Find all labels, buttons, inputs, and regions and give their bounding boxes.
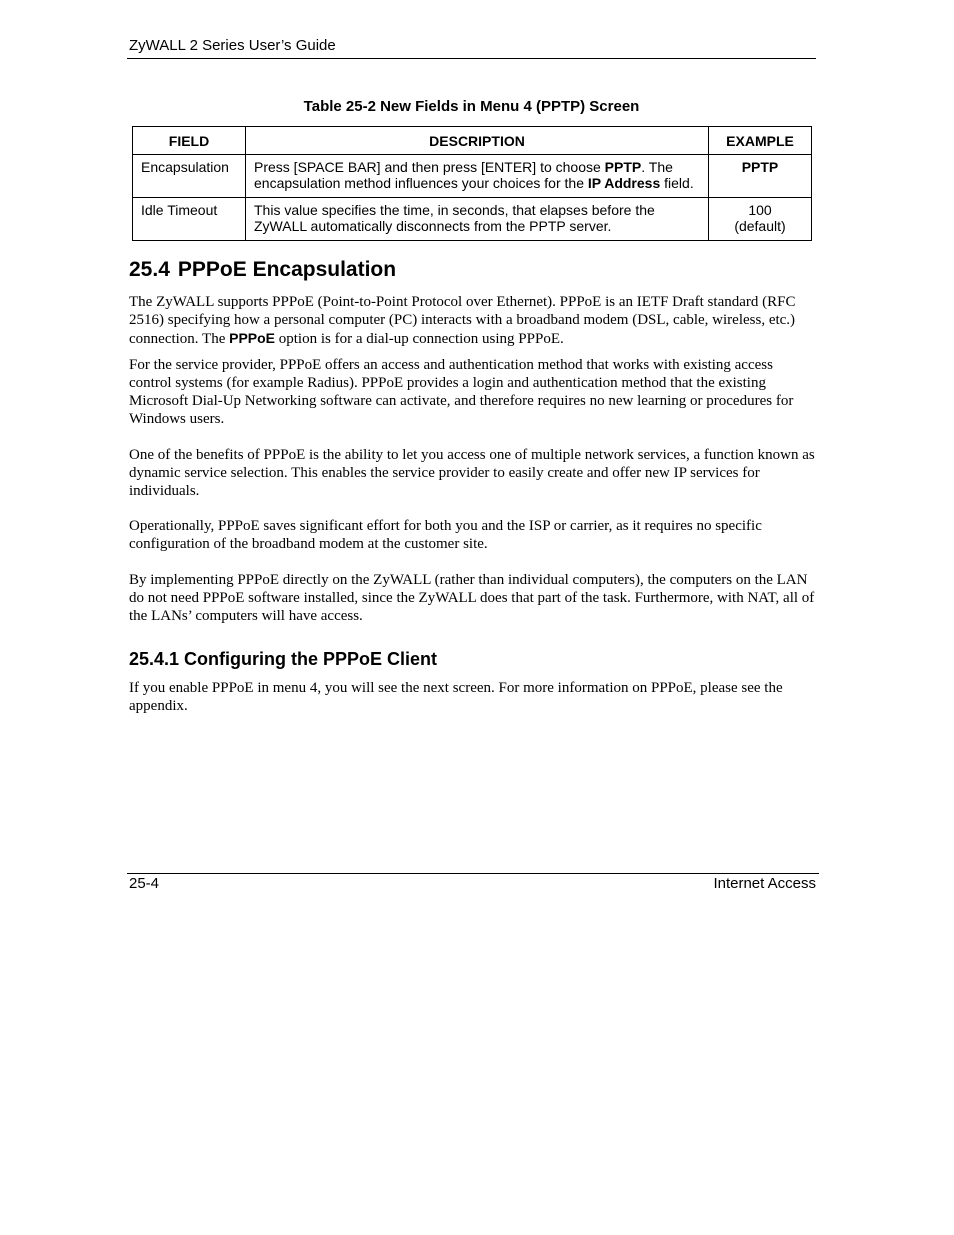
paragraph: Operationally, PPPoE saves significant effort for both you and the ISP or carrier, as it requires no specific configuration of the broadband modem at the customer site. xyxy=(129,518,762,552)
paragraph: For the service provider, PPPoE offers an access and authentication method that works with existing access control systems (for example Radius). PPPoE provides a login and authentication method that the existing Microsoft Dial-Up Networking software can activate, and therefore requires no new learning or procedures for Windows users. xyxy=(129,357,794,427)
column-header-example: EXAMPLE xyxy=(709,127,812,155)
example-cell xyxy=(709,198,812,241)
paragraph: By implementing PPPoE directly on the ZyWALL (rather than individual computers), the computers on the LAN do not need PPPoE software installed, since the ZyWALL does that part of the task. Furthermore, with NAT, all of the LANs’ computers will have access. xyxy=(129,572,815,624)
subsection-heading: 25.4.1 Configuring the PPPoE Client xyxy=(129,649,438,669)
header-rule xyxy=(127,58,816,59)
table-caption: Table 25-2 New Fields in Menu 4 (PPTP) Screen xyxy=(303,98,640,115)
description-cell xyxy=(246,155,709,198)
field-cell: Encapsulation xyxy=(133,155,246,198)
paragraph-text: The ZyWALL supports PPPoE (Point-to-Point Protocol over Ethernet). PPPoE is an IETF Draft standard (RFC 2516) specifying how a personal computer (PC) interacts with a broadband modem (DSL, cable, wireless, etc.) connection. The xyxy=(129,294,796,347)
example-cell: PPTP xyxy=(709,155,812,198)
description-bold-term: IP Address xyxy=(587,175,661,191)
chapter-name: Internet Access xyxy=(713,875,816,892)
description-text: . The encapsulation method influences your choices for the xyxy=(254,159,673,191)
example-note: (default) xyxy=(734,218,786,234)
bold-term: PPPoE xyxy=(229,330,276,346)
description-text: field. xyxy=(660,175,694,191)
description-text: Press [SPACE BAR] and then press [ENTER] to choose xyxy=(254,159,605,175)
paragraph: If you enable PPPoE in menu 4, you will see the next screen. For more information on PPPoE, please see the appendix. xyxy=(129,680,783,714)
table-row xyxy=(133,198,812,241)
description-cell: This value specifies the time, in seconds, that elapses before the ZyWALL automatically disconnects from the PPTP server. xyxy=(246,198,709,241)
running-header: ZyWALL 2 Series User’s Guide xyxy=(129,37,336,54)
paragraph-text: option is for a dial-up connection using PPPoE. xyxy=(275,331,564,347)
footer-rule xyxy=(127,873,819,874)
example-value: 100 xyxy=(748,202,772,218)
description-bold-term: PPTP xyxy=(604,159,642,175)
section-number: 25.4 xyxy=(129,258,170,281)
table-row xyxy=(133,155,812,198)
section-heading xyxy=(129,258,396,282)
column-header-field: FIELD xyxy=(133,127,246,155)
fields-table xyxy=(132,126,812,241)
table-header-row xyxy=(133,127,812,155)
paragraph: One of the benefits of PPPoE is the ability to let you access one of multiple network services, a function known as dynamic service selection. This enables the service provider to easily create and offer new IP services for individuals. xyxy=(129,447,815,499)
column-header-description: DESCRIPTION xyxy=(246,127,709,155)
paragraph xyxy=(129,293,819,348)
section-title: PPPoE Encapsulation xyxy=(177,258,397,281)
page-number: 25-4 xyxy=(129,875,160,892)
field-cell: Idle Timeout xyxy=(133,198,246,241)
